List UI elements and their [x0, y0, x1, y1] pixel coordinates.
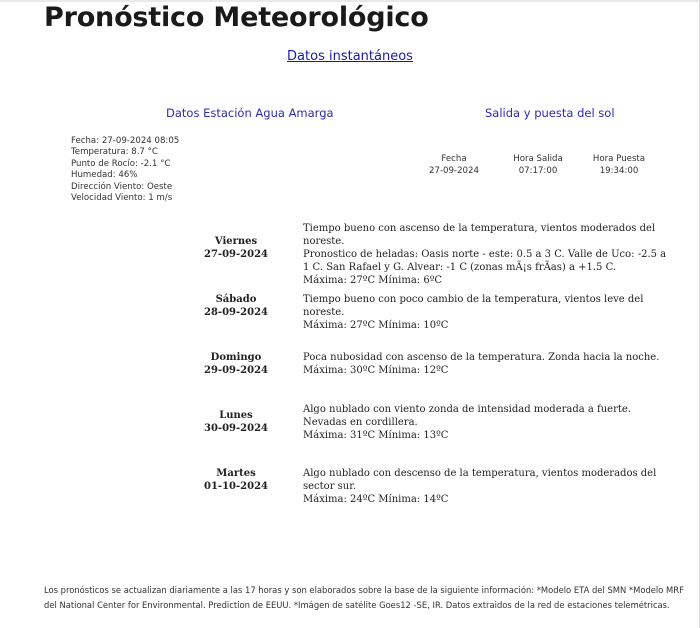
forecast-day: Martes — [216, 468, 256, 479]
forecast-temps: Máxima: 31ºC Mínima: 13ºC — [303, 430, 449, 441]
forecast-day-cell — [196, 351, 276, 377]
sun-header-date: Fecha — [441, 154, 467, 164]
sun-title: Salida y puesta del sol — [485, 106, 615, 120]
forecast-frost: Pronostico de heladas: Oasis norte - este: 0.5 a 3 C. Valle de Uco: -2.5 a 1 C. San Rafael y G. Alvear: -1 C (zonas mÃ¡s frÃas) a +1.5 C. — [303, 249, 667, 273]
forecast-day: Lunes — [219, 410, 253, 421]
forecast-date: 29-09-2024 — [204, 365, 268, 376]
footer-note: Los pronósticos se actualizan diariamente a las 17 horas y son elaborados sobre la base de la siguiente información: *Modelo ETA del SMN *Modelo MRF del National Center for Environmental. Prediction de EEUU. *Imágen de satélite Goes12 -SE, IR. Datos extraidos de la red de estaciones telemétricas. — [44, 585, 684, 610]
forecast-summary: Poca nubosidad con ascenso de la temperatura. Zonda hacia la noche. — [303, 352, 660, 363]
forecast-day-cell — [196, 467, 276, 493]
forecast-summary: Algo nublado con descenso de la temperatura, vientos moderados del sector sur. — [303, 468, 657, 492]
forecast-day-cell — [196, 293, 276, 319]
forecast-temps: Máxima: 27ºC Mínima: 10ºC — [303, 320, 449, 331]
station-dewpoint: Punto de Rocío: -2.1 °C — [71, 158, 171, 169]
station-wind-direction: Dirección Viento: Oeste — [71, 181, 173, 192]
forecast-temps: Máxima: 27ºC Mínima: 6ºC — [303, 275, 443, 286]
forecast-day: Sábado — [215, 294, 257, 305]
sun-table — [418, 153, 652, 177]
forecast-date: 30-09-2024 — [204, 423, 268, 434]
forecast-day-cell — [196, 409, 276, 435]
sun-date: 27-09-2024 — [429, 166, 479, 176]
station-temperature: Temperatura: 8.7 °C — [71, 147, 158, 158]
station-date: Fecha: 27-09-2024 08:05 — [71, 136, 180, 146]
station-title: Datos Estación Agua Amarga — [166, 106, 334, 120]
instant-data-link[interactable]: Datos instantáneos — [287, 49, 413, 64]
sun-sunrise: 07:17:00 — [518, 166, 558, 176]
sun-header-sunrise: Hora Salida — [513, 154, 563, 164]
forecast-summary: Tiempo bueno con ascenso de la temperatura, vientos moderados del noreste. — [303, 223, 656, 247]
forecast-date: 27-09-2024 — [204, 249, 268, 260]
forecast-day: Viernes — [214, 236, 258, 247]
forecast-summary: Tiempo bueno con poco cambio de la temperatura, vientos leve del noreste. — [303, 294, 644, 318]
station-wind-speed: Velocidad Viento: 1 m/s — [71, 193, 173, 204]
page-title: Pronóstico Meteorológico — [44, 2, 429, 33]
forecast-text — [303, 467, 668, 506]
forecast-text — [303, 351, 668, 377]
sun-value-row — [418, 165, 652, 177]
forecast-summary: Algo nublado con viento zonda de intensidad moderada a fuerte. Nevadas en cordillera. — [303, 404, 631, 428]
forecast-day: Domingo — [210, 352, 262, 363]
station-humidity: Humedad: 46% — [71, 170, 138, 181]
forecast-temps: Máxima: 30ºC Mínima: 12ºC — [303, 365, 449, 376]
forecast-day-cell — [196, 235, 276, 261]
sun-header-sunset: Hora Puesta — [592, 154, 646, 164]
station-data — [71, 136, 179, 204]
forecast-date: 28-09-2024 — [204, 307, 268, 318]
forecast-text — [303, 222, 668, 287]
forecast-date: 01-10-2024 — [204, 481, 268, 492]
sun-sunset: 19:34:00 — [599, 166, 639, 176]
forecast-temps: Máxima: 24ºC Mínima: 14ºC — [303, 494, 449, 505]
forecast-text — [303, 403, 668, 442]
sun-header-row — [418, 153, 652, 165]
forecast-text — [303, 293, 668, 332]
